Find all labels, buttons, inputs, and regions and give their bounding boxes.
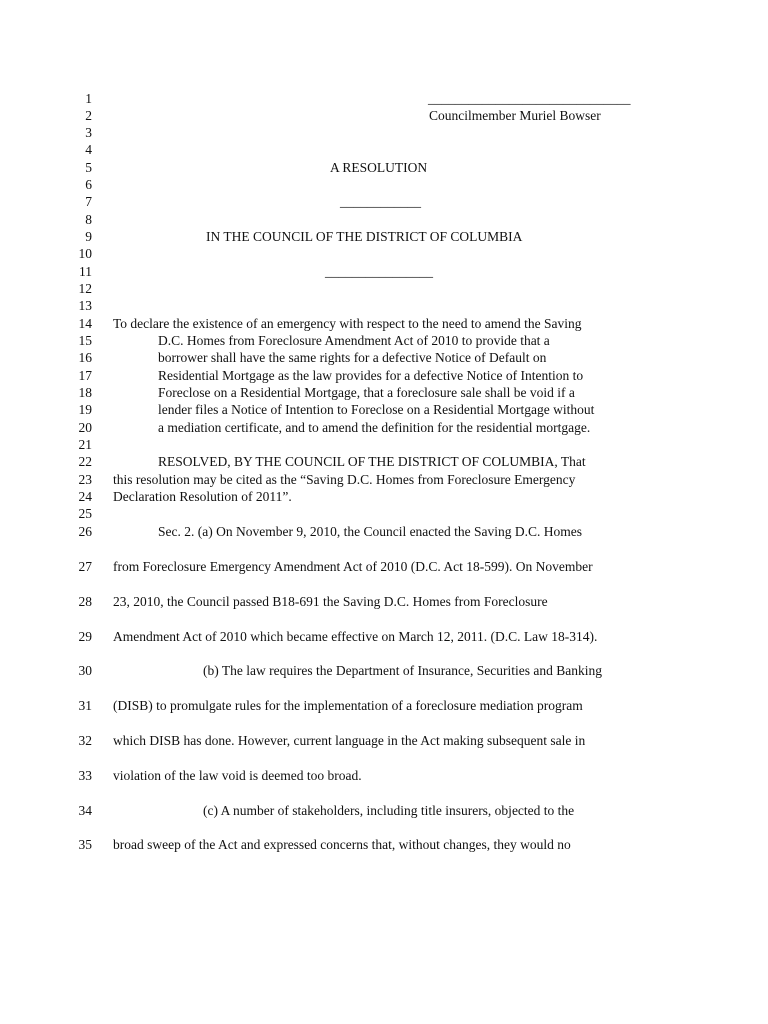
section-line: Sec. 2. (a) On November 9, 2010, the Council enacted the Saving D.C. Homes bbox=[158, 524, 583, 539]
line-number: 34 bbox=[78, 803, 92, 818]
section-line: which DISB has done. However, current language in the Act making subsequent sale in bbox=[113, 733, 586, 748]
line-number: 32 bbox=[78, 733, 92, 748]
title-line: To declare the existence of an emergency with respect to the need to amend the Saving bbox=[113, 316, 582, 331]
line-number: 2 bbox=[85, 108, 92, 123]
title-line: Residential Mortgage as the law provides for a defective Notice of Intention to bbox=[158, 368, 584, 383]
resolved-line: this resolution may be cited as the “Saving D.C. Homes from Foreclosure Emergency bbox=[113, 472, 576, 487]
councilmember-name: Councilmember Muriel Bowser bbox=[429, 108, 601, 123]
line-number: 15 bbox=[78, 333, 92, 348]
resolution-heading: A RESOLUTION bbox=[330, 160, 428, 175]
line-number: 16 bbox=[78, 350, 92, 365]
section-line: Amendment Act of 2010 which became effective on March 12, 2011. (D.C. Law 18-314). bbox=[113, 629, 598, 644]
section-line: broad sweep of the Act and expressed concerns that, without changes, they would no bbox=[113, 837, 571, 852]
line-number: 14 bbox=[78, 316, 92, 331]
section-line: from Foreclosure Emergency Amendment Act of 2010 (D.C. Act 18-599). On November bbox=[113, 559, 593, 574]
section-line: violation of the law void is deemed too broad. bbox=[113, 768, 362, 783]
line-number: 20 bbox=[78, 420, 92, 435]
title-line: lender files a Notice of Intention to Foreclose on a Residential Mortgage without bbox=[158, 402, 595, 417]
title-line: a mediation certificate, and to amend the definition for the residential mortgage. bbox=[158, 420, 591, 435]
line-number: 19 bbox=[78, 402, 92, 417]
resolution-number-rule: ____________ bbox=[340, 194, 421, 209]
line-number: 13 bbox=[78, 298, 92, 313]
line-number: 8 bbox=[85, 212, 92, 227]
line-number: 12 bbox=[78, 281, 92, 296]
section-line: 23, 2010, the Council passed B18-691 the Saving D.C. Homes from Foreclosure bbox=[113, 594, 548, 609]
line-number: 30 bbox=[78, 663, 92, 678]
line-number: 23 bbox=[78, 472, 92, 487]
line-number: 11 bbox=[79, 264, 92, 279]
line-number: 28 bbox=[78, 594, 92, 609]
line-number: 9 bbox=[85, 229, 92, 244]
section-line: (c) A number of stakeholders, including title insurers, objected to the bbox=[203, 803, 575, 818]
line-number: 5 bbox=[85, 160, 92, 175]
line-number: 24 bbox=[78, 489, 92, 504]
council-heading: IN THE COUNCIL OF THE DISTRICT OF COLUMBIA bbox=[206, 229, 523, 244]
section-line: (DISB) to promulgate rules for the implementation of a foreclosure mediation program bbox=[113, 698, 583, 713]
line-number: 26 bbox=[78, 524, 92, 539]
line-number: 27 bbox=[78, 559, 92, 574]
line-number: 1 bbox=[85, 91, 92, 106]
line-number: 10 bbox=[78, 246, 92, 261]
line-number: 18 bbox=[78, 385, 92, 400]
line-number: 4 bbox=[85, 142, 92, 157]
resolved-line: Declaration Resolution of 2011”. bbox=[113, 489, 292, 504]
line-number: 33 bbox=[78, 768, 92, 783]
line-number: 35 bbox=[78, 837, 92, 852]
line-number: 17 bbox=[78, 368, 92, 383]
line-number: 25 bbox=[78, 506, 92, 521]
line-number: 7 bbox=[85, 194, 92, 209]
title-line: D.C. Homes from Foreclosure Amendment Act of 2010 to provide that a bbox=[158, 333, 550, 348]
line-number: 29 bbox=[78, 629, 92, 644]
title-line: Foreclose on a Residential Mortgage, that a foreclosure sale shall be void if a bbox=[158, 385, 575, 400]
section-line: (b) The law requires the Department of Insurance, Securities and Banking bbox=[203, 663, 602, 678]
line-number: 31 bbox=[78, 698, 92, 713]
line-number: 3 bbox=[85, 125, 92, 140]
signature-line: ______________________________ bbox=[428, 91, 631, 106]
line-number: 22 bbox=[78, 454, 92, 469]
title-line: borrower shall have the same rights for a defective Notice of Default on bbox=[158, 350, 547, 365]
resolved-line: RESOLVED, BY THE COUNCIL OF THE DISTRICT OF COLUMBIA, That bbox=[158, 454, 586, 469]
line-number: 6 bbox=[85, 177, 92, 192]
date-rule: ________________ bbox=[325, 264, 433, 279]
line-number: 21 bbox=[78, 437, 92, 452]
